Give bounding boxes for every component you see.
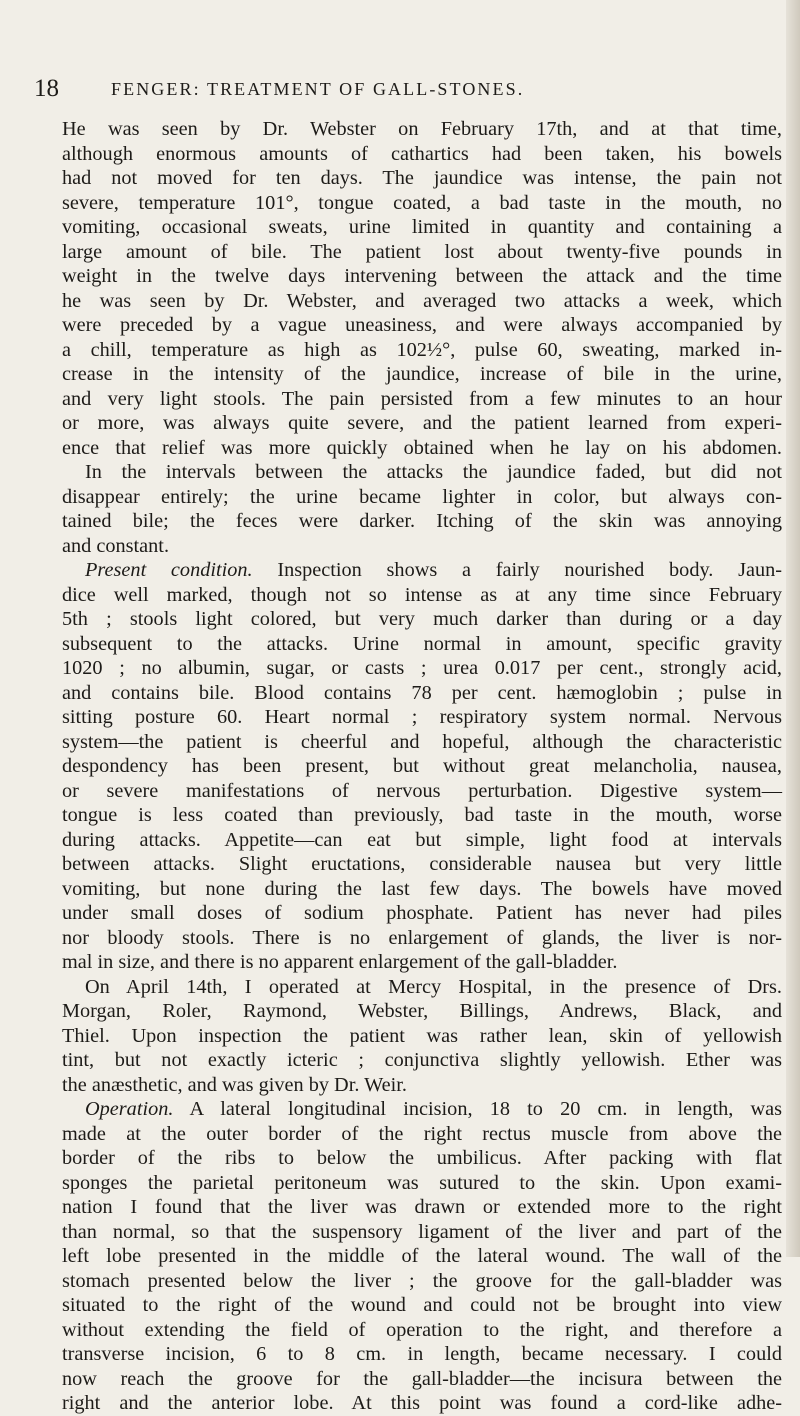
line-text: and constant.: [62, 534, 170, 557]
line-text: ence that relief was more quickly obtained when he lay on his abdomen.: [62, 436, 782, 459]
line-text: system—the patient is cheerful and hopeful, although the characteristic: [62, 730, 782, 753]
text-line: [62, 754, 782, 779]
text-line: [62, 460, 782, 485]
text-line: [62, 852, 782, 877]
text-line: [62, 411, 782, 436]
text-line: [62, 387, 782, 412]
text-line: [62, 901, 782, 926]
text-line: [62, 1146, 782, 1171]
line-text: He was seen by Dr. Webster on February 17th, and at that time,: [62, 118, 782, 140]
line-text: and very light stools. The pain persisted from a few minutes to an hour: [62, 387, 782, 410]
text-line: [62, 975, 782, 1000]
text-line: [62, 264, 782, 289]
text-line: [62, 1269, 782, 1294]
running-title: FENGER: TREATMENT OF GALL-STONES.: [111, 79, 525, 99]
text-line: [62, 1195, 782, 1220]
text-line: [62, 681, 782, 706]
text-line: [62, 289, 782, 314]
text-line: [62, 583, 782, 608]
line-text: were preceded by a vague uneasiness, and were always accompanied by: [62, 314, 782, 336]
line-text: disappear entirely; the urine became lighter in color, but always con-: [62, 485, 782, 508]
line-text: tongue is less coated than previously, bad taste in the mouth, worse: [62, 804, 782, 826]
page-number: 18: [34, 75, 59, 102]
line-text: despondency has been present, but without great melancholia, nausea,: [62, 755, 782, 777]
text-line: [62, 436, 782, 461]
page-header: [34, 74, 754, 104]
line-text: and contains bile. Blood contains 78 per cent. hæmoglobin ; pulse in: [62, 681, 782, 704]
line-text: dice well marked, though not so intense as at any time since February: [62, 583, 782, 606]
line-text: Morgan, Roler, Raymond, Webster, Billings, Andrews, Black, and: [62, 1000, 782, 1022]
text-line: [62, 215, 782, 240]
text-line: [62, 779, 782, 804]
text-line: [62, 1244, 782, 1269]
text-line: [62, 558, 782, 583]
line-text: than normal, so that the suspensory ligament of the liver and part of the: [62, 1220, 782, 1243]
text-line: [62, 1024, 782, 1049]
text-line: [62, 999, 782, 1024]
text-line: [62, 485, 782, 510]
text-line: [62, 926, 782, 951]
line-text: In the intervals between the attacks the jaundice faded, but did not: [85, 461, 782, 483]
text-line: [62, 656, 782, 681]
line-text: or severe manifestations of nervous perturbation. Digestive system—: [62, 779, 782, 802]
line-text: sitting posture 60. Heart normal ; respiratory system normal. Nervous: [62, 706, 782, 728]
line-text: mal in size, and there is no apparent enlargement of the gall-bladder.: [62, 951, 618, 973]
text-line: [62, 803, 782, 828]
line-text: vomiting, but none during the last few days. The bowels have moved: [62, 877, 782, 900]
line-text: crease in the intensity of the jaundice, increase of bile in the urine,: [62, 363, 782, 385]
text-line: [62, 313, 782, 338]
body-text: [62, 117, 782, 1416]
text-line: [62, 1073, 782, 1098]
line-text: subsequent to the attacks. Urine normal in amount, specific gravity: [62, 632, 782, 655]
text-line: [62, 117, 782, 142]
line-text: nation I found that the liver was drawn or extended more to the right: [62, 1196, 782, 1218]
line-text: under small doses of sodium phosphate. Patient has never had piles: [62, 902, 782, 924]
line-text: he was seen by Dr. Webster, and averaged two attacks a week, which: [62, 289, 782, 312]
line-text: large amount of bile. The patient lost about twenty-five pounds in: [62, 240, 782, 263]
line-text: during attacks. Appetite—can eat but simple, light food at intervals: [62, 828, 782, 851]
text-line: [62, 338, 782, 363]
line-text: 1020 ; no albumin, sugar, or casts ; urea 0.017 per cent., strongly acid,: [62, 657, 782, 679]
text-line: [62, 509, 782, 534]
text-line: [62, 142, 782, 167]
line-text: transverse incision, 6 to 8 cm. in length, became necessary. I could: [62, 1343, 782, 1365]
text-line: [62, 1293, 782, 1318]
line-text: vomiting, occasional sweats, urine limited in quantity and containing a: [62, 216, 782, 238]
line-text: between attacks. Slight eructations, considerable nausea but very little: [62, 853, 782, 875]
page-edge: [786, 0, 800, 1257]
text-line: [62, 1342, 782, 1367]
line-text: tained bile; the feces were darker. Itching of the skin was annoying: [62, 510, 782, 532]
line-text: weight in the twelve days intervening between the attack and the time: [62, 265, 782, 287]
line-text: sponges the parietal peritoneum was sutured to the skin. Upon exami-: [62, 1171, 782, 1194]
section-lead: Present condition.: [85, 559, 253, 581]
line-text: without extending the field of operation to the right, and therefore a: [62, 1318, 782, 1341]
line-text: or more, was always quite severe, and the patient learned from experi-: [62, 412, 782, 434]
text-line: [62, 240, 782, 265]
text-line: [62, 1220, 782, 1245]
line-text: made at the outer border of the right rectus muscle from above the: [62, 1122, 782, 1145]
text-line: [62, 362, 782, 387]
line-text: Thiel. Upon inspection the patient was rather lean, skin of yellowish: [62, 1024, 782, 1047]
line-text: situated to the right of the wound and could not be brought into view: [62, 1294, 782, 1316]
line-text: left lobe presented in the middle of the lateral wound. The wall of the: [62, 1245, 782, 1267]
text-line: [62, 730, 782, 755]
section-lead: Operation.: [85, 1098, 174, 1120]
line-text: On April 14th, I operated at Mercy Hospital, in the presence of Drs.: [85, 975, 782, 998]
line-text: now reach the groove for the gall-bladder—the incisura between the: [62, 1367, 782, 1390]
text-line: [62, 607, 782, 632]
line-text: right and the anterior lobe. At this point was found a cord-like adhe-: [62, 1392, 782, 1414]
line-text: severe, temperature 101°, tongue coated, a bad taste in the mouth, no: [62, 191, 782, 214]
line-text: Inspection shows a fairly nourished body. Jaun-: [252, 559, 783, 581]
line-text: although enormous amounts of cathartics had been taken, his bowels: [62, 142, 782, 165]
text-line: [62, 191, 782, 216]
text-line: [62, 166, 782, 191]
line-text: border of the ribs to below the umbilicus. After packing with flat: [62, 1147, 782, 1169]
line-text: 5th ; stools light colored, but very much darker than during or a day: [62, 608, 782, 630]
line-text: stomach presented below the liver ; the groove for the gall-bladder was: [62, 1269, 782, 1292]
text-line: [62, 534, 782, 559]
text-line: [62, 1391, 782, 1416]
text-line: [62, 1367, 782, 1392]
text-line: [62, 1171, 782, 1196]
line-text: had not moved for ten days. The jaundice was intense, the pain not: [62, 167, 782, 189]
text-line: [62, 632, 782, 657]
text-line: [62, 1097, 782, 1122]
text-line: [62, 1318, 782, 1343]
line-text: the anæsthetic, and was given by Dr. Weir.: [62, 1073, 407, 1096]
text-line: [62, 1122, 782, 1147]
line-text: nor bloody stools. There is no enlargement of glands, the liver is nor-: [62, 926, 782, 949]
text-line: [62, 705, 782, 730]
text-line: [62, 828, 782, 853]
text-line: [62, 950, 782, 975]
line-text: A lateral longitudinal incision, 18 to 20 cm. in length, was: [173, 1098, 782, 1120]
line-text: a chill, temperature as high as 102½°, pulse 60, sweating, marked in-: [62, 338, 782, 361]
text-line: [62, 877, 782, 902]
text-line: [62, 1048, 782, 1073]
line-text: tint, but not exactly icteric ; conjunctiva slightly yellowish. Ether was: [62, 1049, 782, 1071]
